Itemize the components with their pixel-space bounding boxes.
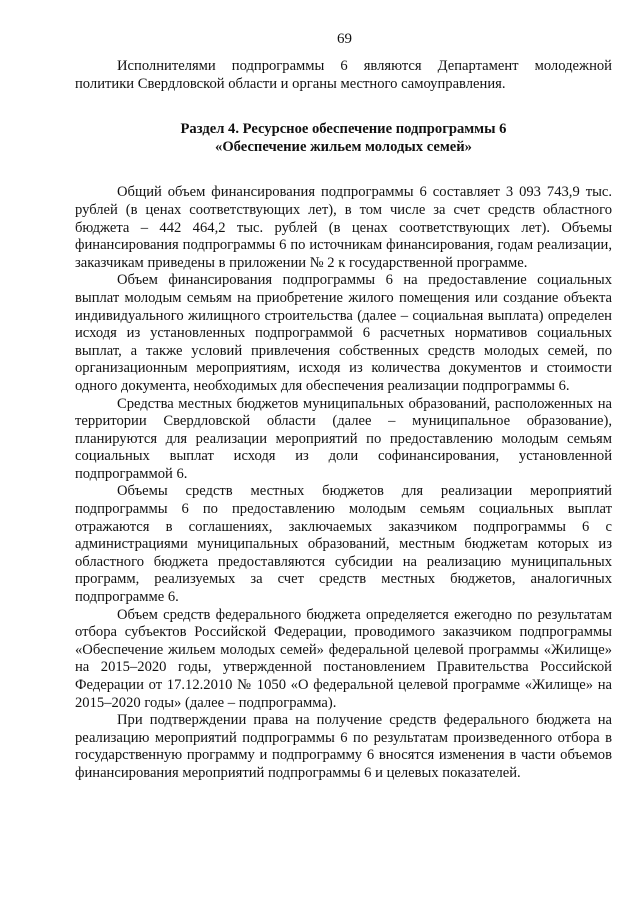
paragraph-federal-confirmation: При подтверждении права на получение средств федерального бюджета на реализацию мероприятий подпрограммы 6 по результатам произведенного отбора в государственную программу и подпрограмму 6 вносятся изменения в части объемов финансирования мероприятий подпрограммы 6 и целевых показателей. — [75, 712, 612, 781]
paragraph-local-budgets: Средства местных бюджетов муниципальных образований, расположенных на территории Свердловской области (далее – муниципальное образование), планируются для реализации мероприятий по предоставлению молодым семьям социальных выплат исходя из доли софинансирования, установленной подпрограммой 6. — [75, 395, 612, 482]
paragraph-local-budget-volumes: Объемы средств местных бюджетов для реализации мероприятий подпрограммы 6 по предоставлению молодым семьям социальных выплат отражаются в соглашениях, заключаемых заказчиком подпрограммы 6 с администрациями муниципальных образований, местным бюджетам которых из областного бюджета предоставляются субсидии на реализацию муниципальных программ, реализуемых за счет средств местных бюджетов, аналогичных подпрограмме 6. — [75, 483, 612, 606]
paragraph-social-payments: Объем финансирования подпрограммы 6 на предоставление социальных выплат молодым семьям на приобретение жилого помещения или создание объекта индивидуального жилищного строительства (далее – социальная выплата) определен исходя из установленных подпрограммой 6 расчетных нормативов социальных выплат, а также условий привлечения собственных средств молодых семей, по организационным мероприятиям, исходя из количества документов и стоимости одного документа, необходимых для обеспечения реализации подпрограммы 6. — [75, 272, 612, 394]
section-heading-line-2: «Обеспечение жильем молодых семей» — [215, 138, 472, 155]
paragraph-federal-budget: Объем средств федерального бюджета определяется ежегодно по результатам отбора субъектов Российской Федерации, проводимого заказчиком подпрограммы «Обеспечение жильем молодых семей» федеральной целевой программы «Жилище» на 2015–2020 годы, утвержденной постановлением Правительства Российской Федерации от 17.12.2010 № 1050 «О федеральной целевой программе «Жилище» на 2015–2020 годы» (далее – подпрограмма). — [75, 606, 612, 711]
page-number: 69 — [337, 31, 352, 47]
section-heading-line-1: Раздел 4. Ресурсное обеспечение подпрограммы 6 — [180, 121, 507, 138]
intro-paragraph: Исполнителями подпрограммы 6 являются Департамент молодежной политики Свердловской области и органы местного самоуправления. — [75, 58, 612, 92]
section-heading — [75, 121, 612, 156]
paragraph-financing-total: Общий объем финансирования подпрограммы 6 составляет 3 093 743,9 тыс. рублей (в ценах соответствующих лет), в том числе за счет средств областного бюджета – 442 464,2 тыс. рублей (в ценах соответствующих лет). Объемы финансирования подпрограммы 6 по источникам финансирования, годам реализации, заказчикам приведены в приложении № 2 к государственной программе. — [75, 184, 612, 271]
